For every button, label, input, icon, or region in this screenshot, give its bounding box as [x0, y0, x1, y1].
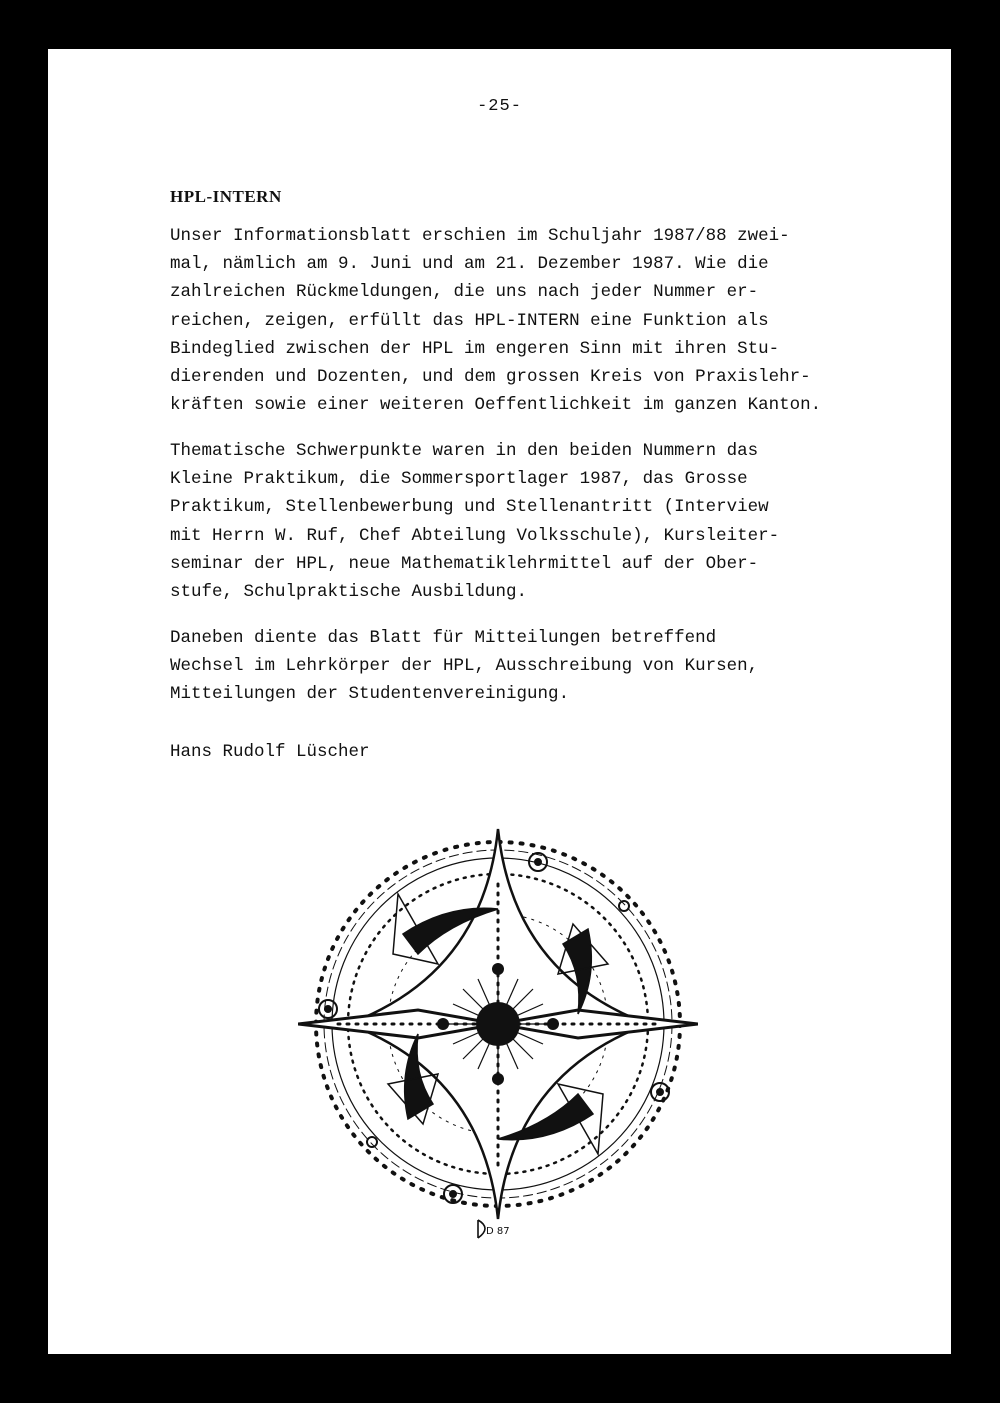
text-line: seminar der HPL, neue Mathematiklehrmittel auf der Ober-	[170, 553, 759, 574]
text-line: stufe, Schulpraktische Ausbildung.	[170, 582, 528, 603]
svg-text:D 87: D 87	[486, 1226, 510, 1237]
text-line: mit Herrn W. Ruf, Chef Abteilung Volksschule), Kursleiter-	[170, 525, 780, 546]
text-line: dierenden und Dozenten, und dem grossen Kreis von Praxislehr-	[170, 367, 811, 388]
paragraph-hpl-intern-intro	[170, 222, 890, 419]
paragraph-themes	[170, 437, 890, 606]
text-line: zahlreichen Rückmeldungen, die uns nach jeder Nummer er-	[170, 282, 759, 303]
text-line: Bindeglied zwischen der HPL im engeren Sinn mit ihren Stu-	[170, 338, 780, 359]
text-line: Mitteilungen der Studentenvereinigung.	[170, 684, 570, 705]
text-line: Unser Informationsblatt erschien im Schuljahr 1987/88 zwei-	[170, 226, 790, 246]
text-line: Praktikum, Stellenbewerbung und Stellenantritt (Interview	[170, 497, 769, 518]
document-page	[48, 49, 951, 1354]
text-line: mal, nämlich am 9. Juni und am 21. Dezember 1987. Wie die	[170, 254, 769, 275]
text-line: Thematische Schwerpunkte waren in den beiden Nummern das	[170, 441, 759, 461]
artist-monogram	[478, 1220, 510, 1238]
text-line: Kleine Praktikum, die Sommersportlager 1987, das Grosse	[170, 469, 748, 490]
paragraph-announcements	[170, 624, 890, 709]
compass-rose-drawing	[298, 824, 698, 1244]
author-signature: Hans Rudolf Lüscher	[170, 742, 370, 762]
text-line: reichen, zeigen, erfüllt das HPL-INTERN eine Funktion als	[170, 310, 769, 331]
text-line: Wechsel im Lehrkörper der HPL, Ausschreibung von Kursen,	[170, 656, 759, 677]
text-line: Daneben diente das Blatt für Mitteilungen betreffend	[170, 628, 717, 648]
text-line: kräften sowie einer weiteren Oeffentlichkeit im ganzen Kanton.	[170, 395, 822, 416]
section-heading: HPL-INTERN	[170, 187, 282, 206]
page-number: -25-	[477, 97, 522, 116]
